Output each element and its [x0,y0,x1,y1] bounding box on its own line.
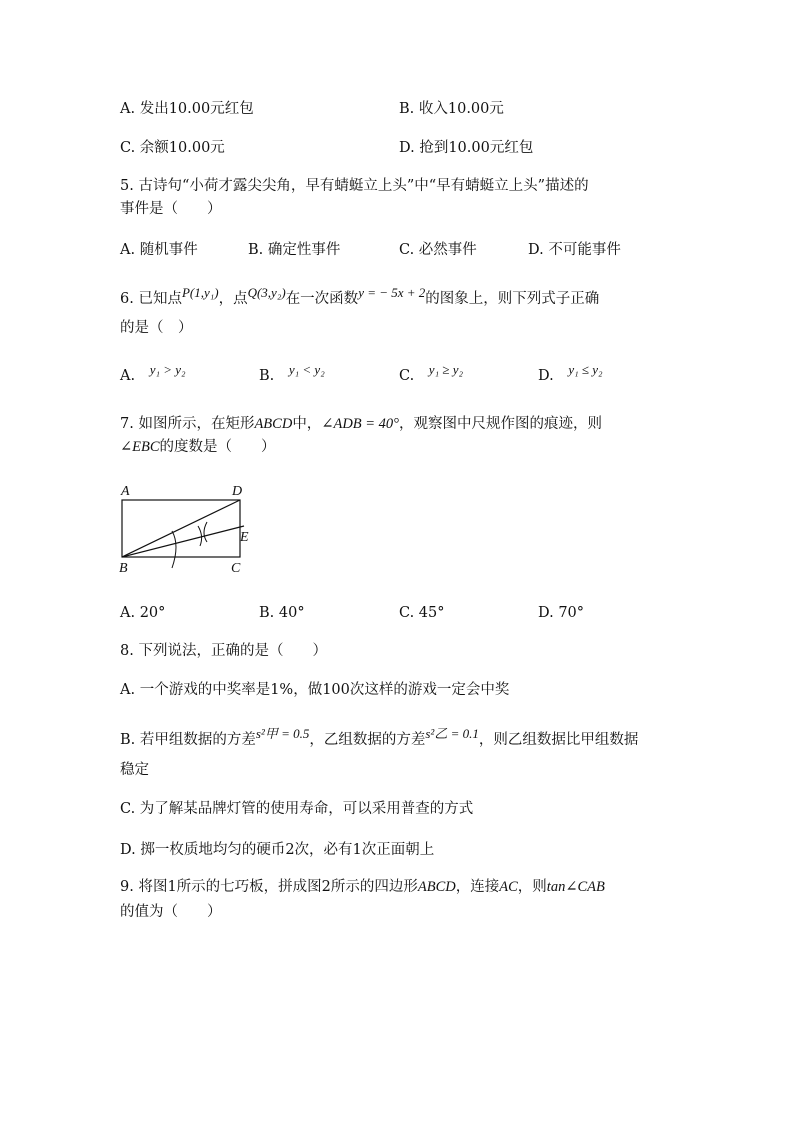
q5-option-d: D. 不可能事件 [528,242,621,258]
compass-arc-cross-2 [204,522,207,542]
q7-option-c: C. 45° [399,605,445,621]
q5-stem-line2: 事件是（ ） [120,201,222,217]
q6-option-b [259,362,325,386]
q6-function: y = − 5x + 2 [358,285,426,300]
q6-option-a-label: A. [120,368,136,384]
label-c: C [231,561,241,575]
q6-option-d-label: D. [538,368,554,384]
q8-variance-jia: s²甲 = 0.5 [255,726,310,741]
q7-option-b: B. 40° [259,605,305,621]
q6-option-a-math: y₁ > y₂ [149,362,186,377]
q9-text-2: ，连接 [455,879,500,895]
q7-rectangle-figure [110,480,270,575]
q5-option-c: C. 必然事件 [399,242,477,258]
q4-option-d: D. 抢到10.00元红包 [399,140,534,156]
bisector-be [122,526,244,557]
q7-rect: ABCD [254,416,293,432]
q6-option-d-math: y₁ ≤ y₂ [568,362,603,377]
q6-text-3: 在一次函数 [285,291,359,307]
compass-arc-cross-1 [198,526,202,546]
q8-option-b-text-3: ，则乙组数据比甲组数据 [478,732,639,748]
q6-point-p: P(1,y₁) [181,285,219,300]
q4-option-a: A. 发出10.00元红包 [120,101,254,117]
label-a: A [121,484,130,499]
q9-text-3: ，则 [517,879,547,895]
q6-stem-line2: 的是（ ） [120,320,193,336]
q8-option-b-line2: 稳定 [120,762,149,778]
label-b: B [119,561,128,575]
q7-angle-adb: ∠ADB = 40° [321,416,399,432]
q7-text-4: 的度数是（ ） [159,439,276,455]
q8-option-b-text-1: B. 若甲组数据的方差 [120,732,256,748]
q4-option-c: C. 余额10.00元 [120,140,225,156]
q7-stem-line1 [120,414,602,434]
q9-segment-ac: AC [499,879,518,895]
q4-option-b: B. 收入10.00元 [399,101,504,117]
q8-option-b-text-2: ，乙组数据的方差 [309,732,426,748]
q6-option-d [538,362,603,386]
q8-option-d: D. 掷一枚质地均匀的硬币2次，必有1次正面朝上 [120,842,435,858]
q5-option-a: A. 随机事件 [120,242,198,258]
q8-variance-yi: s²乙 = 0.1 [425,726,479,741]
q6-stem-line1 [120,285,600,309]
q7-text-1: 7. 如图所示，在矩形 [120,416,255,432]
q9-text-1: 9. 将图1所示的七巧板，拼成图2所示的四边形 [120,879,418,895]
q7-angle-ebc: ∠EBC [120,439,160,455]
q5-stem-line1: 5. 古诗句“小荷才露尖尖角，早有蜻蜓立上头”中“早有蜻蜓立上头”描述的 [120,178,589,194]
q6-option-b-label: B. [259,368,275,384]
q6-option-a [120,362,186,386]
label-d: D [232,484,243,499]
q9-tan-cab: tan∠CAB [546,879,605,895]
q7-stem-line2 [120,437,276,457]
q6-option-b-math: y₁ < y₂ [288,362,325,377]
q6-text-2: ，点 [218,291,248,307]
q6-option-c-label: C. [399,368,415,384]
compass-arc [172,531,176,568]
q6-point-q: Q(3,y₂) [247,285,286,300]
q5-option-b: B. 确定性事件 [248,242,341,258]
q7-text-3: ，观察图中尺规作图的痕迹，则 [398,416,602,432]
q7-option-d: D. 70° [538,605,585,621]
q7-text-2: 中， [292,416,322,432]
q8-option-c: C. 为了解某品牌灯管的使用寿命，可以采用普查的方式 [120,801,474,817]
label-e: E [240,530,249,545]
q6-option-c [399,362,464,386]
q8-option-b-line1 [120,726,639,750]
q8-stem: 8. 下列说法，正确的是（ ） [120,643,327,659]
q8-option-a: A. 一个游戏的中奖率是1%，做100次这样的游戏一定会中奖 [120,682,510,698]
q9-rect: ABCD [417,879,456,895]
diagonal-bd [122,500,240,557]
q6-option-c-math: y₁ ≥ y₂ [428,362,464,377]
q9-stem-line2: 的值为（ ） [120,904,222,920]
q6-text-1: 6. 已知点 [120,291,182,307]
q9-stem-line1 [120,877,605,897]
q6-text-4: 的图象上，则下列式子正确 [425,291,600,307]
q7-option-a: A. 20° [120,605,166,621]
